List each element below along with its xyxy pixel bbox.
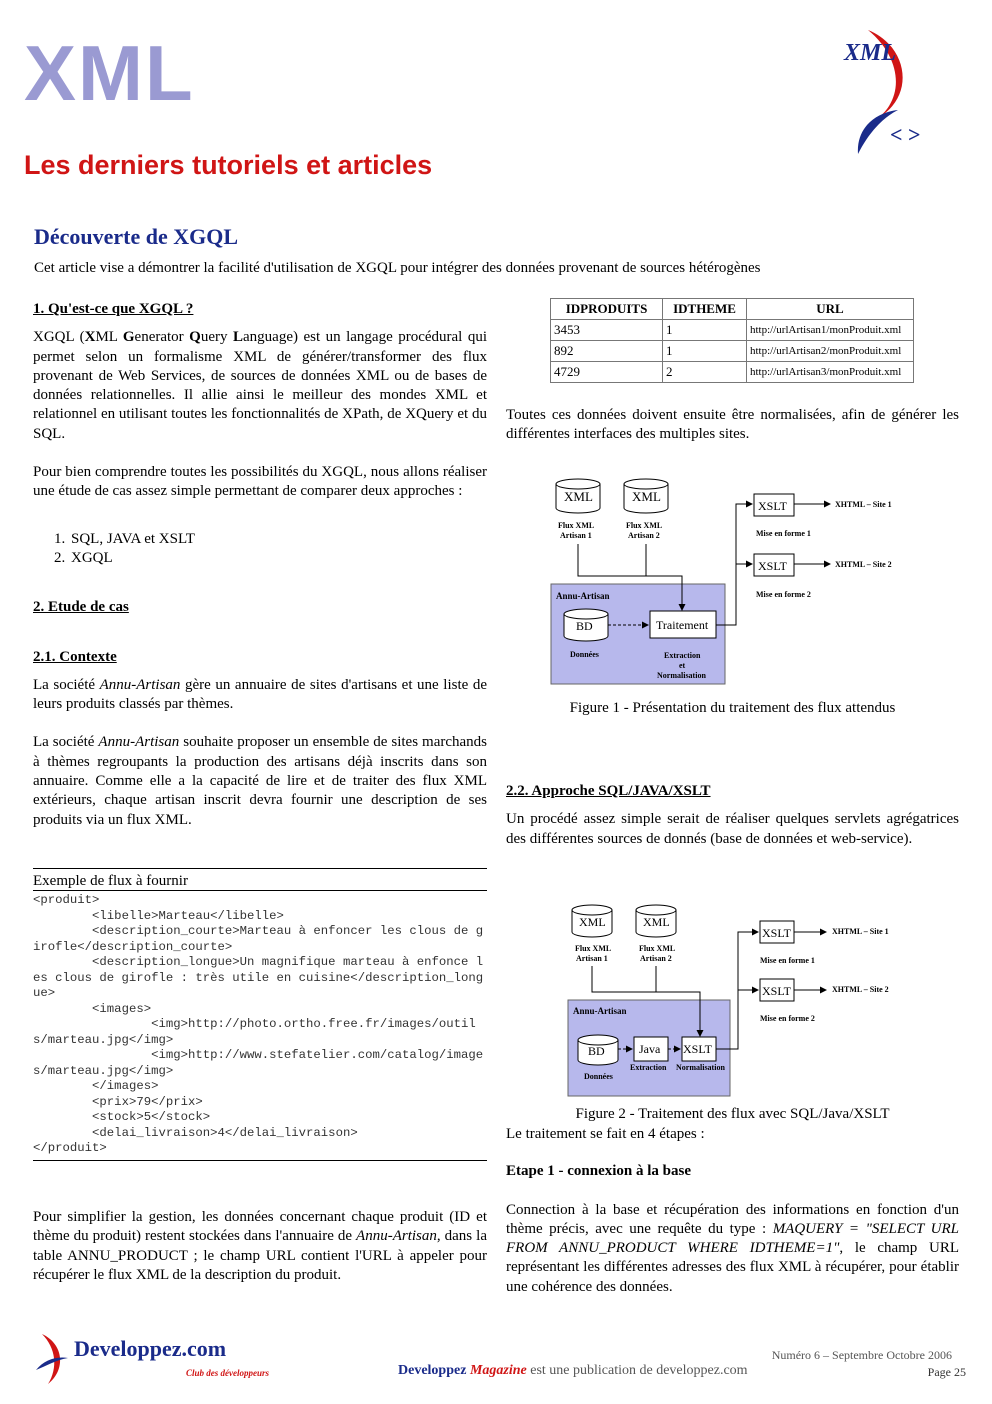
logo-text: XML <box>844 40 897 66</box>
donnees-label: Données <box>584 1072 613 1081</box>
xslt-label: XSLT <box>758 499 787 513</box>
article-intro: Cet article vise a démontrer la facilité d'utilisation de XGQL pour intégrer des données provenant de sources hétérogènes <box>34 260 761 276</box>
article-title: Découverte de XGQL <box>34 224 239 249</box>
heading-step-1: Etape 1 - connexion à la base <box>506 1163 692 1180</box>
section-subtitle: Les derniers tutoriels et articles <box>24 150 433 180</box>
paragraph-steps: Le traitement se fait en 4 étapes : <box>506 1126 705 1142</box>
extraction-label: et <box>679 661 686 670</box>
table-cell: 4729 <box>551 362 663 383</box>
paragraph-step-1: Connection à la base et récupération des informations en fonction d'un thème précis, avec une requête du type : MAQUERY = "SELECT URL FROM ANNU_PRODUCT WHERE IDTHEME=1", le champ URL représentant les différentes adresses des flux XML à récupérer, pour établir une cohérence des données. <box>506 1201 959 1295</box>
artisan-label: Artisan 1 <box>560 531 592 540</box>
flux-label: Flux XML <box>575 944 612 953</box>
issue-number: Numéro 6 – Septembre Octobre 2006 <box>771 1348 952 1362</box>
java-label: Java <box>639 1042 661 1056</box>
artisan-label: Artisan 2 <box>628 531 660 540</box>
figure-1-diagram <box>546 470 926 690</box>
mise-en-forme-label: Mise en forme 2 <box>756 590 811 599</box>
annu-artisan-label: Annu-Artisan <box>556 591 610 601</box>
xslt-label: XSLT <box>758 559 787 573</box>
table-header: URL <box>747 299 914 320</box>
extraction-label: Extraction <box>664 651 701 660</box>
output-label: XHTML – Site 1 <box>832 927 889 936</box>
paragraph-context-2: La société Annu-Artisan souhaite proposer un ensemble de sites marchands à thèmes regroupants la production des artisans déjà inscrits dans son annuaire. Comme elle a la capacité de lire et de traiter des flux XML extérieurs, chaque artisan inscrit devra fournir une description de ses produits via un flux XML. <box>33 734 488 828</box>
right-column-bottom <box>506 1125 959 1297</box>
flux-label: Flux XML <box>626 521 663 530</box>
table-cell: http://urlArtisan2/monProduit.xml <box>747 341 914 362</box>
developpez-logo <box>34 1330 294 1386</box>
bd-cylinder <box>578 1035 618 1065</box>
xslt-label: XSLT <box>762 984 791 998</box>
table-row <box>551 320 914 341</box>
extraction-label: Normalisation <box>657 671 706 680</box>
mise-en-forme-label: Mise en forme 2 <box>760 1014 815 1023</box>
figure-1-caption: Figure 1 - Présentation du traitement des flux attendus <box>569 700 896 716</box>
table-header: IDPRODUITS <box>551 299 663 320</box>
flux-label: Flux XML <box>558 521 595 530</box>
mise-en-forme-label: Mise en forme 1 <box>760 956 815 965</box>
extraction-label: Extraction <box>630 1063 667 1072</box>
figure-2-caption: Figure 2 - Traitement des flux avec SQL/Java/XSLT <box>575 1106 890 1122</box>
code-block: <produit> <libelle>Marteau</libelle> <description_courte>Marteau à enfoncer les clous de girofle</description_courte> <description_longue>Un magnifique marteau à enfonce les clous de girofle : très utile en cuisine</description_longue> <images> <img>http://photo.ortho.free.fr/images/outils/marteau.jpg</img> <img>http://www.stefatelier.com/catalog/images/marteau.jpg</img> </images> <prix>79</prix> <stock>5</stock> <delai_livraison>4</delai_livraison> </produit> <box>33 891 487 1161</box>
paragraph-normalisation: Toutes ces données doivent ensuite être normalisées, afin de générer les différentes interfaces des multiples sites. <box>506 407 959 443</box>
flux-label: Flux XML <box>639 944 676 953</box>
right-column-middle <box>506 782 959 849</box>
table-cell: 892 <box>551 341 663 362</box>
table-cell: 2 <box>663 362 747 383</box>
page-number: Page 25 <box>927 1365 966 1379</box>
table-cell: 3453 <box>551 320 663 341</box>
svg-text:XML: XML <box>632 489 661 504</box>
paragraph-xgql-definition: XGQL (XML Generator Query Language) est un langage procédural qui permet selon un formalisme XML de générer/transformer des flux provenant de Web Services, de sources de données XML ou de bases de données relationnelles. Il allie ainsi le meilleur des mondes XML et relationnel en utilisant toutes les fonctionnalités de XPath, de XQuery et du SQL. <box>33 329 487 442</box>
svg-text:BD: BD <box>588 1044 605 1058</box>
xml-source-2 <box>624 479 668 513</box>
logo-brackets: < > <box>890 122 921 147</box>
xslt-label: XSLT <box>683 1042 712 1056</box>
logo-swoosh-blue <box>36 1358 68 1371</box>
table-row <box>551 341 914 362</box>
svg-text:BD: BD <box>576 619 593 633</box>
table-header-row <box>551 299 914 320</box>
code-example <box>33 868 487 1161</box>
left-column-bottom <box>33 1208 487 1285</box>
paragraph-servlets: Un procédé assez simple serait de réaliser quelques servlets agrégatrices des différentes sources de donnés (base de données et web-service). <box>506 811 959 847</box>
table-row <box>551 362 914 383</box>
paragraph-annu-product: Pour simplifier la gestion, les données concernant chaque produit (ID et thème du produit) restent stockées dans l'annuaire de Annu-Artisan, dans la table ANNU_PRODUCT ; le champ URL contient l'URL à appeler pour récupérer le flux XML de la description du produit. <box>33 1209 487 1283</box>
publication-line: Developpez Magazine est une publication de developpez.com <box>398 1363 748 1378</box>
normalisation-label: Normalisation <box>676 1063 725 1072</box>
logo-text: Developpez.com <box>74 1336 227 1361</box>
approach-list <box>69 530 487 569</box>
table-header: IDTHEME <box>663 299 747 320</box>
table-cell: 1 <box>663 341 747 362</box>
heading-case-study: 2. Etude de cas <box>33 599 129 616</box>
bd-cylinder <box>564 609 608 641</box>
left-column <box>33 300 487 830</box>
mise-en-forme-label: Mise en forme 1 <box>756 529 811 538</box>
products-table <box>550 298 914 383</box>
table-cell: 1 <box>663 320 747 341</box>
paragraph-comparison: Pour bien comprendre toutes les possibilités du XGQL, nous allons réaliser une étude de cas assez simple permettant de comparer deux approches : <box>33 464 487 500</box>
table-cell: http://urlArtisan3/monProduit.xml <box>747 362 914 383</box>
svg-text:XML: XML <box>564 489 593 504</box>
section-title: XML <box>24 29 195 117</box>
table-cell: http://urlArtisan1/monProduit.xml <box>747 320 914 341</box>
paragraph-context-1: La société Annu-Artisan gère un annuaire de sites d'artisans et une liste de leurs produits classés par thèmes. <box>33 676 487 713</box>
xml-source-1 <box>572 905 612 937</box>
artisan-label: Artisan 1 <box>576 954 608 963</box>
xml-logo <box>838 26 948 158</box>
xslt-label: XSLT <box>762 926 791 940</box>
code-caption: Exemple de flux à fournir <box>33 868 487 891</box>
xml-source-2 <box>636 905 676 937</box>
output-label: XHTML – Site 1 <box>835 500 892 509</box>
svg-text:XML: XML <box>579 915 606 929</box>
output-label: XHTML – Site 2 <box>832 985 889 994</box>
heading-context: 2.1. Contexte <box>33 648 117 665</box>
annu-artisan-label: Annu-Artisan <box>573 1006 627 1016</box>
logo-subtext: Club des développeurs <box>186 1368 269 1378</box>
output-label: XHTML – Site 2 <box>835 560 892 569</box>
list-item: 1. SQL, JAVA et XSLT <box>69 530 487 549</box>
svg-text:XML: XML <box>643 915 670 929</box>
heading-what-is-xgql: 1. Qu'est-ce que XGQL ? <box>33 301 194 317</box>
artisan-label: Artisan 2 <box>640 954 672 963</box>
xml-source-1 <box>556 479 600 513</box>
heading-sql-java-xslt: 2.2. Approche SQL/JAVA/XSLT <box>506 783 711 799</box>
traitement-label: Traitement <box>656 618 709 632</box>
figure-2-diagram <box>560 896 920 1106</box>
list-item: 2. XGQL <box>69 549 487 568</box>
donnees-label: Données <box>570 650 599 659</box>
